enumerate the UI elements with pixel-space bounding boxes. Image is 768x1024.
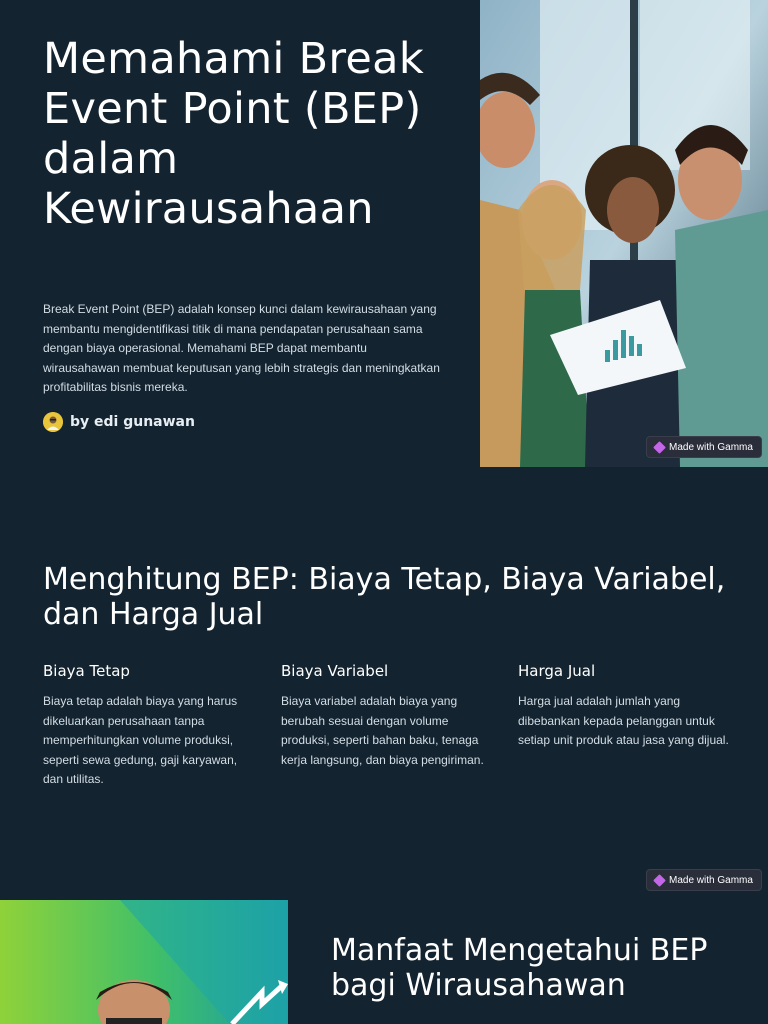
benefits-image (0, 900, 288, 1024)
section-title: Menghitung BEP: Biaya Tetap, Biaya Variabel, dan Harga Jual (43, 562, 726, 632)
gamma-icon (653, 874, 666, 887)
author-name: by edi gunawan (70, 414, 195, 430)
column-biaya-tetap (43, 662, 258, 790)
title-slide (0, 0, 768, 467)
column-text: Biaya tetap adalah biaya yang harus dikeluarkan perusahaan tanpa memperhitungkan volume produksi, seperti sewa gedung, gaji karyawan, dan utilitas. (43, 694, 238, 786)
avatar (43, 412, 63, 432)
column-biaya-variabel (281, 662, 496, 770)
column-heading: Harga Jual (518, 662, 596, 680)
badge-label: Made with Gamma (669, 441, 753, 453)
page-title: Memahami Break Event Point (BEP) dalam Kewirausahaan (43, 34, 425, 234)
made-with-gamma-badge[interactable] (646, 436, 762, 458)
badge-label: Made with Gamma (669, 874, 753, 886)
column-heading: Biaya Tetap (43, 662, 130, 680)
made-with-gamma-badge[interactable] (646, 869, 762, 891)
column-text: Biaya variabel adalah biaya yang berubah sesuai dengan volume produksi, seperti bahan baku, tenaga kerja langsung, dan biaya pengiriman. (281, 694, 484, 767)
section-title: Manfaat Mengetahui BEP bagi Wirausahawan (331, 933, 708, 1003)
hero-image-team (480, 0, 768, 467)
gamma-icon (653, 441, 666, 454)
column-heading: Biaya Variabel (281, 662, 389, 680)
author-byline[interactable] (43, 412, 195, 432)
column-text: Harga jual adalah jumlah yang dibebankan kepada pelanggan untuk setiap unit produk atau jasa yang dijual. (518, 694, 729, 747)
column-harga-jual (518, 662, 733, 751)
hero-description: Break Event Point (BEP) adalah konsep kunci dalam kewirausahaan yang membantu mengidentifikasi titik di mana pendapatan perusahaan sama dengan biaya operasional. Memahami BEP dapat membantu wirausahawan membuat keputusan yang lebih strategis dan meningkatkan profitabilitas bisnis mereka. (43, 302, 440, 394)
